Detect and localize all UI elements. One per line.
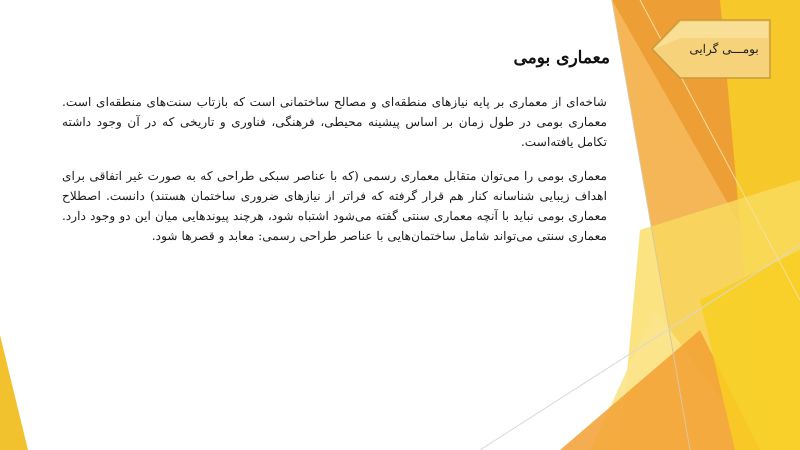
- section-tag-label: بومـــی گرایی: [689, 42, 759, 56]
- body-paragraph-1: شاخه‌ای از معماری بر پایه نیازهای منطقه‌ای و مصالح ساختمانی است که بازتاب سنت‌های منطقه‌ای است. معماری بومی در طول زمان بر اساس پیشینه محیطی، فرهنگی، فناوری و تاریخی که در آن وجود داشته تکامل یافته‌است.: [62, 95, 607, 149]
- slide-body-text: [62, 92, 607, 260]
- section-tag-button[interactable]: [650, 18, 772, 80]
- slide-title: معماری بومی: [513, 48, 610, 68]
- body-paragraph-2: معماری بومی را می‌توان متقابل معماری رسمی (که با عناصر سبکی طراحی که به صورت غیر اتفاقی برای اهداف زیبایی شناسانه کنار هم قرار گرفته که فراتر از نیازهای ضروری ساختمان هستند) دانست. اصطلاح معماری بومی نباید با آنچه معماری سنتی گفته می‌شود اشتباه شود، هرچند پیوندهایی میان این دو وجود دارد. معماری سنتی می‌تواند شامل ساختمان‌هایی با عناصر طراحی رسمی: معابد و قصرها شود.: [62, 169, 607, 243]
